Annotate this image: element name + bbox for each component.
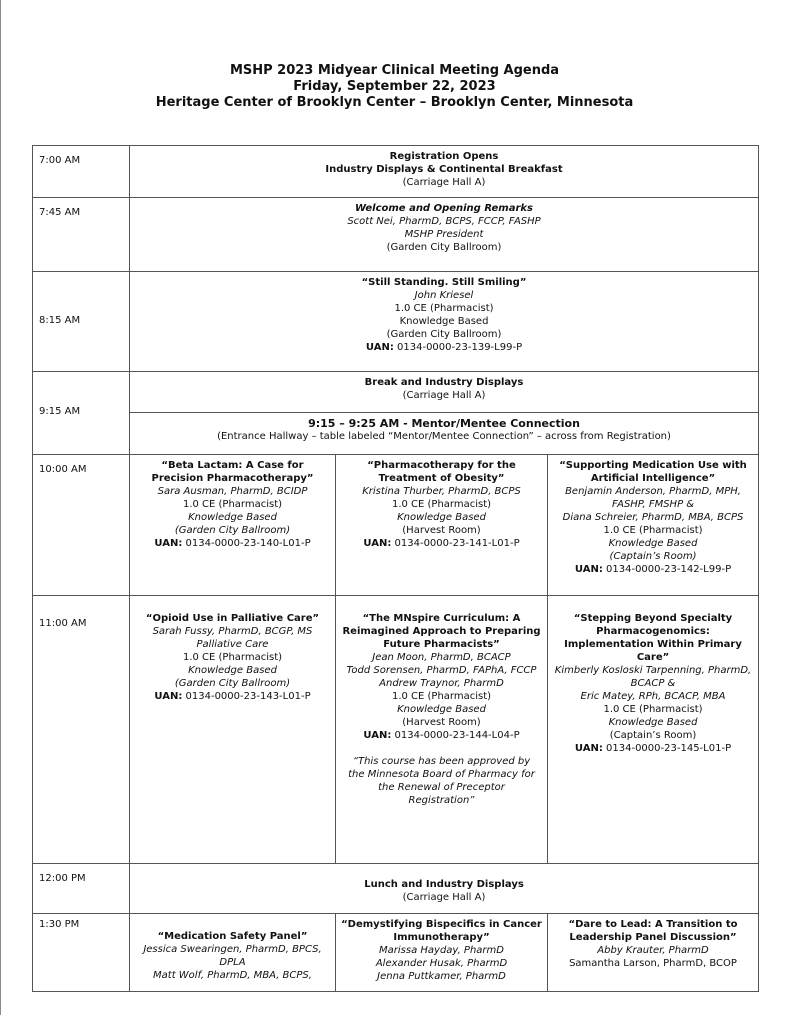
- session-speaker: Eric Matey, RPh, BCACP, MBA: [580, 691, 726, 702]
- slot-1000-time: 10:00 AM: [33, 455, 130, 596]
- session-speaker: Jenna Puttkamer, PharmD: [377, 971, 506, 982]
- session-title: “Stepping Beyond Specialty Pharmacogenomics: Implementation Within Primary Care”: [564, 613, 742, 663]
- session-speaker: Sara Ausman, PharmD, BCIDP: [157, 486, 308, 497]
- session-speaker: Jessica Swearingen, PharmD, BPCS, DPLA: [143, 944, 322, 968]
- slot-0915-mentor-row: [33, 413, 759, 455]
- uan-label: UAN:: [574, 564, 603, 575]
- slot-1200-session: [130, 864, 759, 914]
- slot-0915-break-row: [33, 372, 759, 413]
- slot-0700-time: 7:00 AM: [33, 146, 130, 198]
- session-speaker: Marissa Hayday, PharmD: [379, 945, 504, 956]
- session-title: Registration Opens: [389, 151, 499, 162]
- uan-label: UAN:: [154, 691, 183, 702]
- uan-number: 0134-0000-23-145-L01-P: [606, 743, 732, 754]
- session-speaker: Benjamin Anderson, PharmD, MPH, FASHP, FMSHP &: [565, 486, 741, 510]
- session-type: Knowledge Based: [397, 704, 486, 715]
- uan-label: UAN:: [363, 538, 392, 549]
- session-type: Knowledge Based: [608, 538, 698, 549]
- session-ce: 1.0 CE (Pharmacist): [182, 499, 283, 510]
- agenda-header: [1, 63, 787, 111]
- slot-0745-time: 7:45 AM: [33, 198, 130, 272]
- slot-1000-row: [33, 455, 759, 596]
- session-speaker: Samantha Larson, PharmD, BCOP: [569, 958, 737, 969]
- session-ce: 1.0 CE (Pharmacist): [391, 691, 492, 702]
- mentor-location: (Entrance Hallway – table labeled “Mentor/Mentee Connection” – across from Registration): [217, 431, 671, 442]
- slot-0700-row: [33, 146, 759, 198]
- session-title: “The MNspire Curriculum: A Reimagined Approach to Preparing Future Pharmacists”: [342, 613, 541, 650]
- slot-1100-time: 11:00 AM: [33, 596, 130, 864]
- session-ce: 1.0 CE (Pharmacist): [603, 525, 703, 536]
- agenda-table: [32, 145, 759, 992]
- session-title: “Opioid Use in Palliative Care”: [145, 613, 320, 624]
- break-title: Break and Industry Displays: [364, 377, 524, 388]
- slot-0700-session: [130, 146, 759, 198]
- slot-1330-row: [33, 914, 759, 992]
- slot-1100-session-a: [130, 596, 336, 864]
- session-title: “Demystifying Bispecifics in Cancer Immunotherapy”: [341, 919, 542, 943]
- session-location: (Garden City Ballroom): [174, 678, 291, 689]
- session-note: “This course has been approved by the Minnesota Board of Pharmacy for the Renewal of Preceptor Registration”: [348, 756, 535, 806]
- slot-1330-session-c: [548, 914, 759, 992]
- slot-0745-session: [130, 198, 759, 272]
- session-speaker: Abby Krauter, PharmD: [597, 945, 709, 956]
- session-type: Knowledge Based: [608, 717, 698, 728]
- session-speaker: Kimberly Kosloski Tarpenning, PharmD, BCACP &: [554, 665, 752, 689]
- slot-0745-row: [33, 198, 759, 272]
- uan-number: 0134-0000-23-140-L01-P: [185, 538, 311, 549]
- session-title: “Supporting Medication Use with Artificial Intelligence”: [559, 460, 747, 484]
- slot-1330-time: 1:30 PM: [33, 914, 130, 992]
- session-subtitle: Industry Displays & Continental Breakfast: [325, 164, 563, 175]
- session-ce: 1.0 CE (Pharmacist): [394, 303, 494, 314]
- session-location: (Carriage Hall A): [402, 892, 486, 903]
- agenda-venue: Heritage Center of Brooklyn Center – Brooklyn Center, Minnesota: [155, 95, 634, 110]
- uan-label: UAN:: [154, 538, 183, 549]
- session-ce: 1.0 CE (Pharmacist): [182, 652, 283, 663]
- session-speaker: Alexander Husak, PharmD: [375, 958, 508, 969]
- session-ce: 1.0 CE (Pharmacist): [603, 704, 703, 715]
- session-title: “Beta Lactam: A Case for Precision Pharmacotherapy”: [151, 460, 314, 484]
- session-uan: [134, 537, 331, 550]
- session-location: (Captain’s Room): [609, 730, 697, 741]
- session-type: Knowledge Based: [188, 665, 277, 676]
- session-uan: [340, 729, 543, 742]
- slot-0815-time: 8:15 AM: [33, 272, 130, 372]
- uan-number: 0134-0000-23-141-L01-P: [394, 538, 520, 549]
- session-title: “Dare to Lead: A Transition to Leadership Panel Discussion”: [568, 919, 738, 943]
- session-speaker: Diana Schreier, PharmD, MBA, BCPS: [562, 512, 744, 523]
- break-location: (Carriage Hall A): [402, 390, 486, 401]
- session-ce: 1.0 CE (Pharmacist): [391, 499, 492, 510]
- session-speaker: Jean Moon, PharmD, BCACP: [372, 652, 511, 663]
- session-location: (Harvest Room): [402, 717, 481, 728]
- slot-1330-session-b: [336, 914, 548, 992]
- slot-1000-session-c: [548, 455, 759, 596]
- session-location: (Harvest Room): [402, 525, 481, 536]
- session-title: Lunch and Industry Displays: [364, 879, 524, 890]
- slot-0915-time: 9:15 AM: [33, 372, 130, 455]
- slot-1100-session-c: [548, 596, 759, 864]
- slot-1000-session-a: [130, 455, 336, 596]
- session-location: (Garden City Ballroom): [386, 329, 502, 340]
- spacer: [340, 742, 543, 755]
- session-location: (Garden City Ballroom): [174, 525, 291, 536]
- uan-number: 0134-0000-23-142-L99-P: [606, 564, 732, 575]
- session-uan: [552, 742, 754, 755]
- session-speaker: Matt Wolf, PharmD, MBA, BCPS,: [153, 970, 312, 981]
- uan-label: UAN:: [574, 743, 603, 754]
- session-location: (Carriage Hall A): [402, 177, 486, 188]
- session-speaker: Scott Nei, PharmD, BCPS, FCCP, FASHP: [347, 216, 541, 227]
- session-type: Knowledge Based: [188, 512, 277, 523]
- session-location: (Captain’s Room): [609, 551, 697, 562]
- session-title: “Medication Safety Panel”: [157, 931, 308, 942]
- slot-0915-mentor: [130, 413, 759, 455]
- session-speaker-role: MSHP President: [404, 229, 484, 240]
- session-speaker: Andrew Traynor, PharmD: [379, 678, 504, 689]
- slot-0915-break: [130, 372, 759, 413]
- uan-number: 0134-0000-23-143-L01-P: [185, 691, 311, 702]
- session-uan: [340, 537, 543, 550]
- slot-1330-session-a: [130, 914, 336, 992]
- session-title: “Pharmacotherapy for the Treatment of Obesity”: [367, 460, 516, 484]
- uan-label: UAN:: [363, 730, 392, 741]
- uan-number: 0134-0000-23-139-L99-P: [397, 342, 523, 353]
- session-location: (Garden City Ballroom): [386, 242, 502, 253]
- slot-1200-row: [33, 864, 759, 914]
- uan-label: UAN:: [365, 342, 394, 353]
- slot-0815-row: [33, 272, 759, 372]
- slot-1000-session-b: [336, 455, 548, 596]
- session-title: Welcome and Opening Remarks: [354, 203, 534, 214]
- session-speaker: Kristina Thurber, PharmD, BCPS: [362, 486, 521, 497]
- session-speaker: Sarah Fussy, PharmD, BCGP, MS Palliative Care: [152, 626, 313, 650]
- session-uan: [134, 690, 331, 703]
- session-type: Knowledge Based: [397, 512, 486, 523]
- session-type: Knowledge Based: [399, 316, 489, 327]
- mentor-title: 9:15 – 9:25 AM - Mentor/Mentee Connection: [308, 417, 580, 430]
- uan-number: 0134-0000-23-144-L04-P: [394, 730, 520, 741]
- slot-1200-time: 12:00 PM: [33, 864, 130, 914]
- agenda-date: Friday, September 22, 2023: [293, 79, 496, 94]
- session-speaker: John Kriesel: [414, 290, 474, 301]
- session-speaker: Todd Sorensen, PharmD, FAPhA, FCCP: [346, 665, 537, 676]
- slot-1100-session-b: [336, 596, 548, 864]
- slot-0815-session: [130, 272, 759, 372]
- slot-1100-row: [33, 596, 759, 864]
- session-title: “Still Standing. Still Smiling”: [361, 277, 527, 288]
- agenda-title: MSHP 2023 Midyear Clinical Meeting Agenda: [229, 63, 560, 78]
- session-uan: [552, 563, 754, 576]
- session-uan: [134, 341, 754, 354]
